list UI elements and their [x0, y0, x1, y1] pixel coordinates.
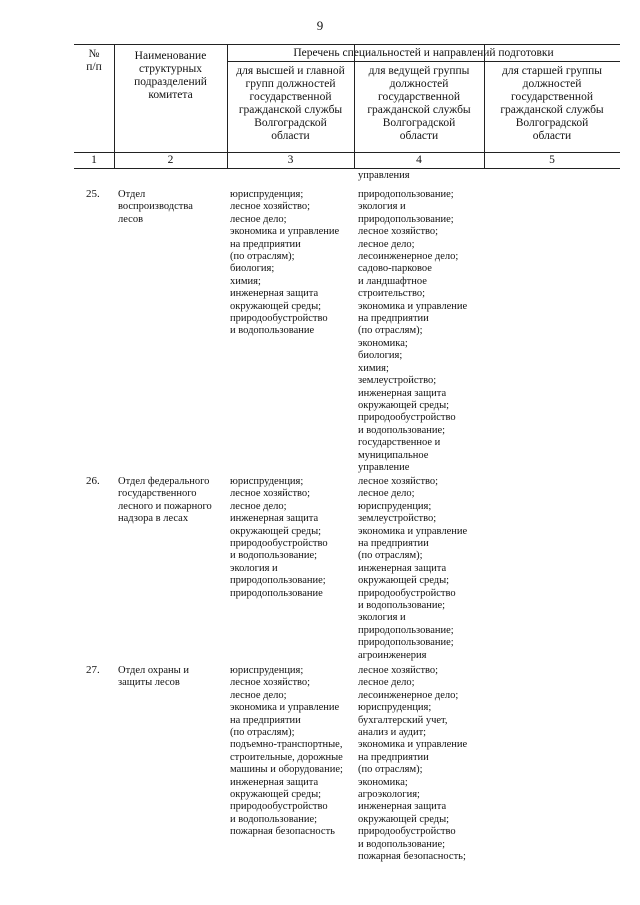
- row-number: 25.: [86, 188, 100, 200]
- header-subdivision-label: Наименование структурных подразделений комитета: [134, 50, 207, 101]
- subdivision-name: Отдел воспроизводства лесов: [118, 189, 193, 225]
- continuation-text: управления: [358, 170, 410, 181]
- higher-group-specialties: юриспруденция; лесное хозяйство; лесное дело; экономика и управление на предприятии (по отраслям); подъемно-транспортные, строительные, дорожные машины и оборудование; инженерная защита окружающей среды; природообустройство и водопользование; пожарная безопасность: [230, 665, 343, 838]
- leading-group-specialties: лесное хозяйство; лесное дело; юриспруденция; землеустройство; экономика и управление на предприятии (по отраслям); инженерная защита окружающей среды; природообустройство и водопользование; экология и природопользование; природопользование; агроинженерия: [358, 476, 468, 661]
- row-number: 27.: [86, 664, 100, 676]
- subdivision-name: Отдел федерального государственного лесного и пожарного надзора в лесах: [118, 476, 212, 525]
- subdivision-name: Отдел охраны и защиты лесов: [118, 665, 189, 689]
- column-number-3: 3: [287, 154, 294, 166]
- header-leading-group-label: для ведущей группы должностей государственной гражданской службы Волгоградской области: [367, 65, 471, 142]
- header-specialties-group-label: Перечень специальностей и направлений подготовки: [293, 47, 554, 59]
- leading-group-specialties: природопользование; экология и природопользование; лесное хозяйство; лесное дело; лесоинженерное дело; садово-парковое и ландшафтное строительство; экономика и управление на предприятии (по отраслям); экономика; биология; химия; землеустройство; инженерная защита окружающей среды; природообустройство и водопользование; государственное и муниципальное управление: [358, 189, 468, 473]
- page-number: 9: [316, 18, 324, 33]
- header-higher-group-label: для высшей и главной групп должностей государственной гражданской службы Волгоградской области: [236, 65, 345, 142]
- higher-group-specialties: юриспруденция; лесное хозяйство; лесное дело; экономика и управление на предприятии (по отраслям); биология; химия; инженерная защита окружающей среды; природообустройство и водопользование: [230, 189, 340, 337]
- column-number-4: 4: [416, 154, 422, 166]
- table-header: [74, 44, 620, 169]
- column-number-5: 5: [549, 154, 555, 166]
- header-senior-group-label: для старшей группы должностей государственной гражданской службы Волгоградской области: [500, 65, 604, 142]
- column-number-2: 2: [167, 154, 174, 166]
- leading-group-specialties: лесное хозяйство; лесное дело; лесоинженерное дело; юриспруденция; бухгалтерский учет, анализ и аудит; экономика и управление на предприятии (по отраслям); экономика; агроэкология; инженерная защита окружающей среды; природообустройство и водопользование; пожарная безопасность;: [358, 665, 468, 863]
- row-number: 26.: [86, 475, 100, 487]
- header-number-label: № п/п: [86, 48, 102, 73]
- higher-group-specialties: юриспруденция; лесное хозяйство; лесное дело; инженерная защита окружающей среды; природообустройство и водопользование; экология и природопользование; природопользование: [230, 476, 328, 599]
- column-number-1: 1: [91, 154, 97, 166]
